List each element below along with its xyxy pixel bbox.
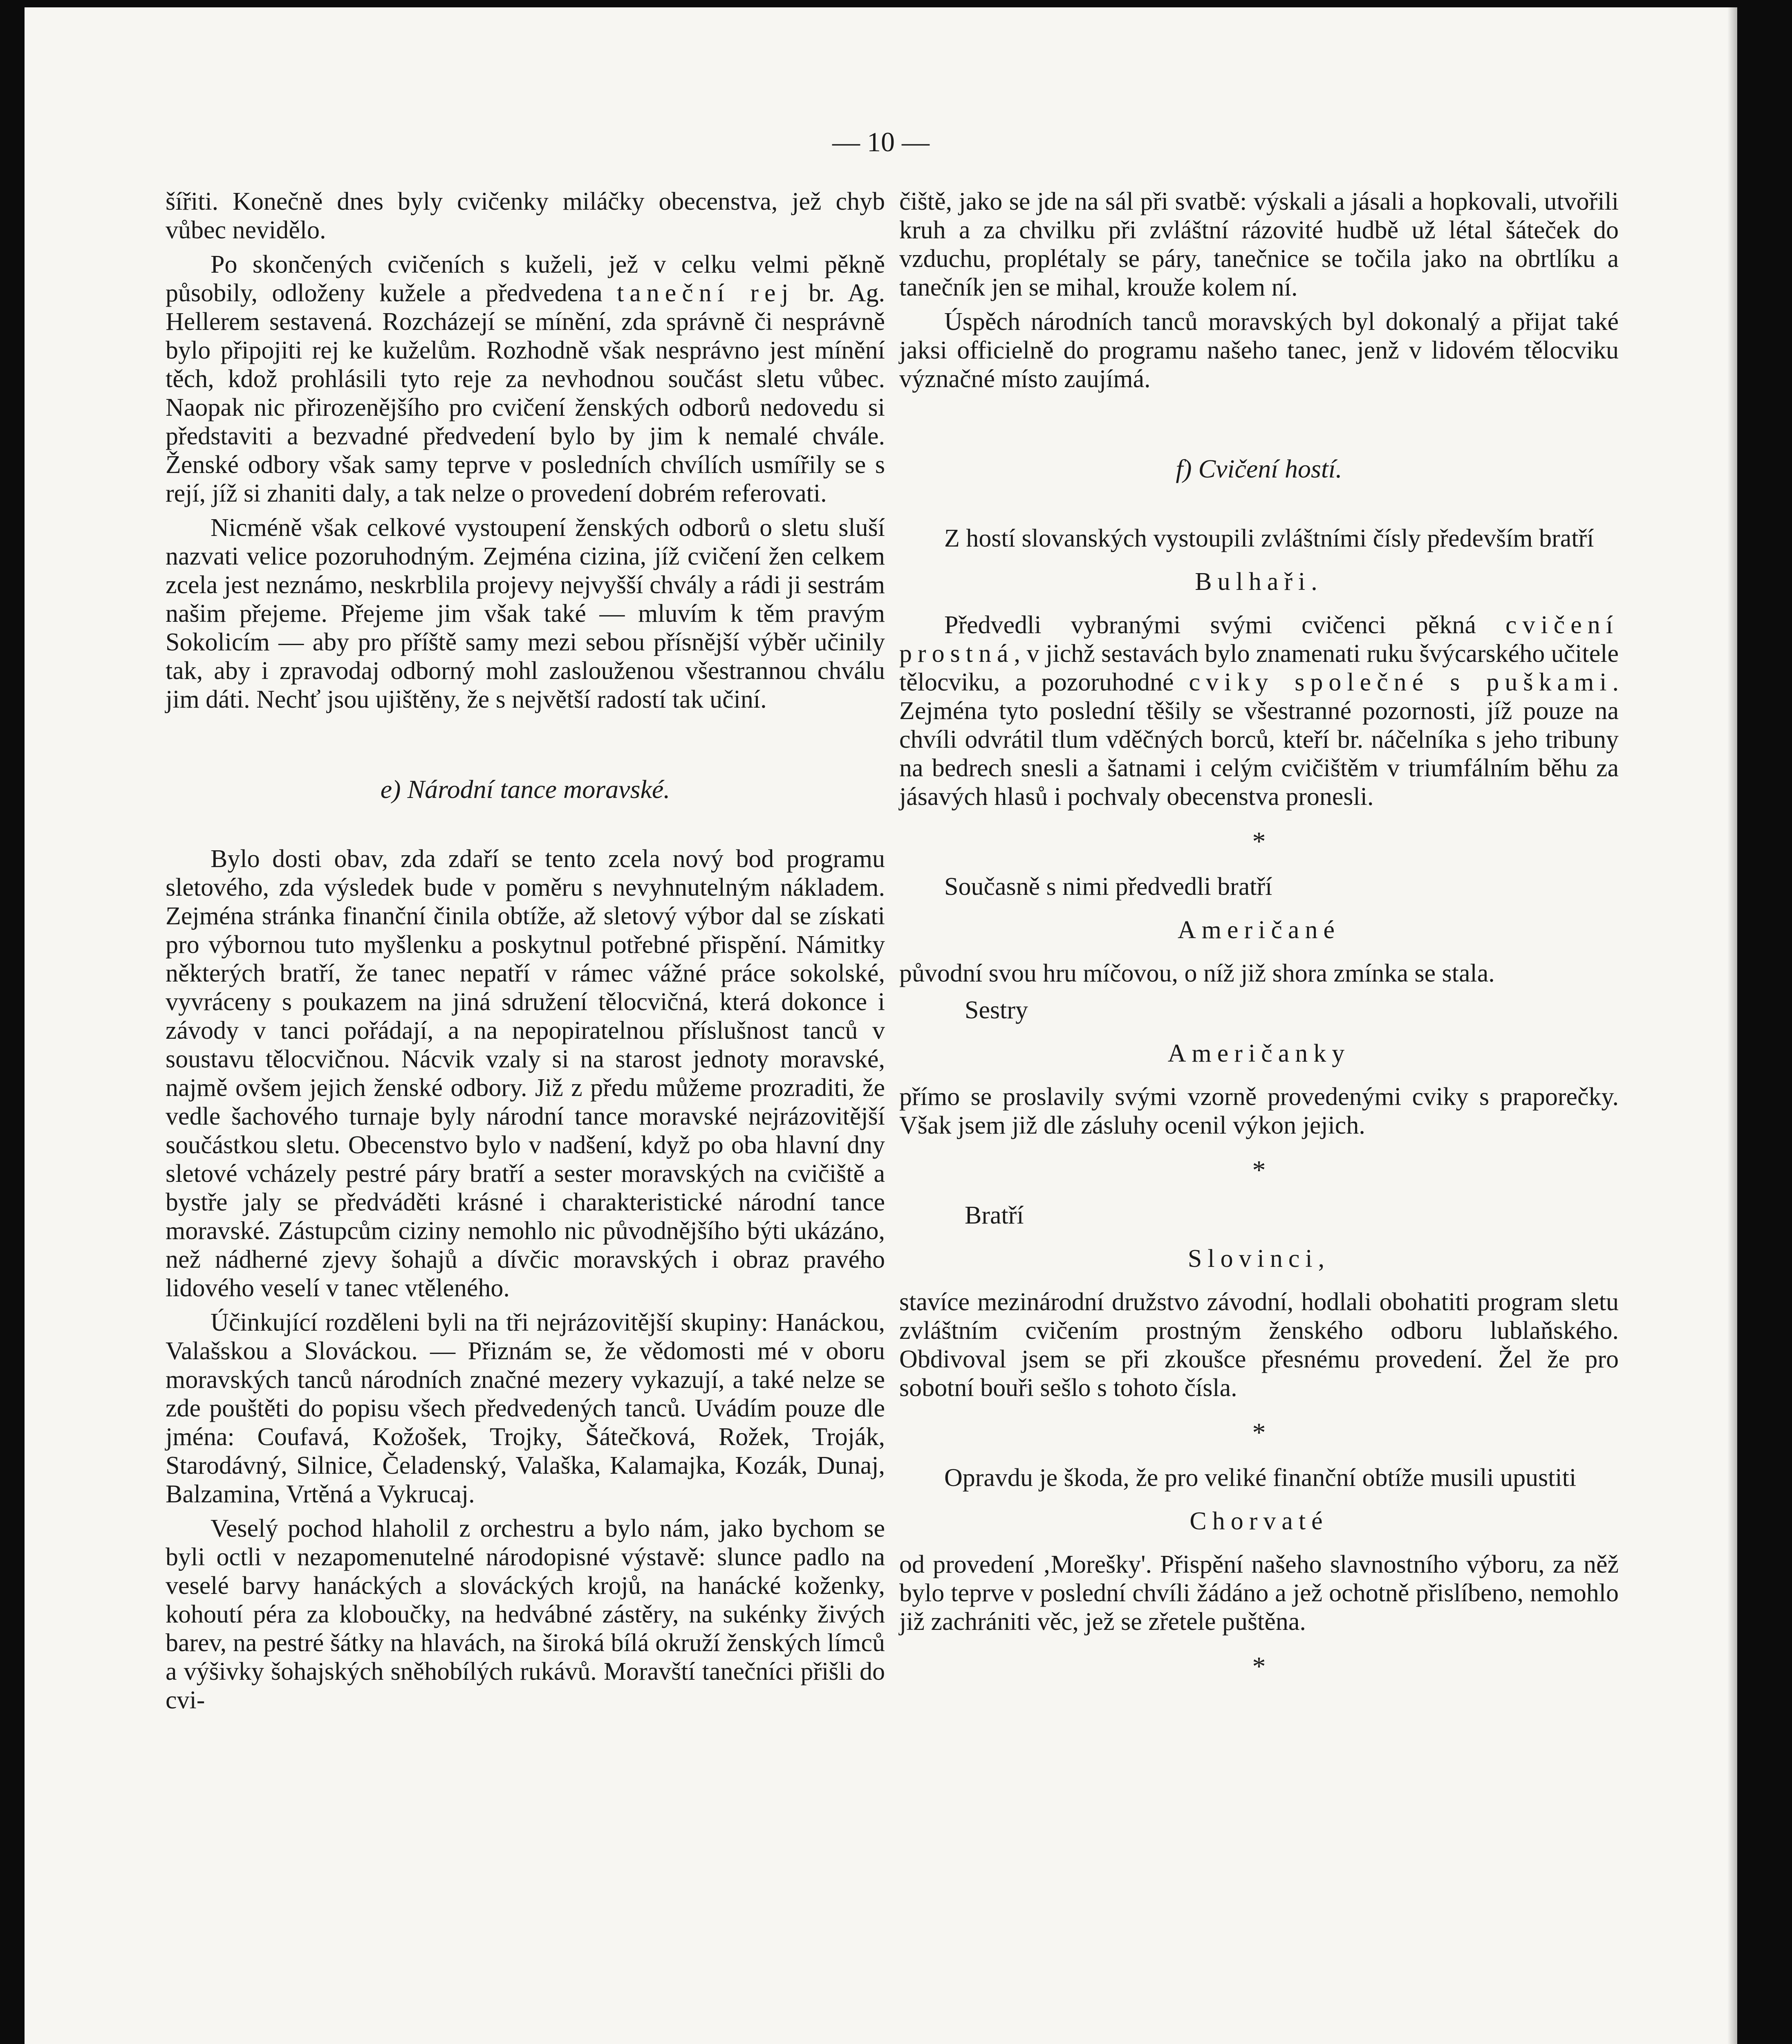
spaced-term: cvičení prostná [899, 611, 1619, 668]
left-column [166, 187, 885, 1715]
spaced-term: cviky společné s puškami [1189, 668, 1613, 696]
paragraph: přímo se proslavily svými vzorně provedenými cviky s praporečky. Však jsem již dle zásluhy ocenil výkon jejich. [899, 1083, 1619, 1139]
paragraph: od provedení ‚Morešky'. Přispění našeho slavnostního výboru, za něž bylo teprve v poslední chvíli žádáno a jež ochotně přislíbeno, nemohlo již zachrániti věc, jež se zřetele puštěna. [899, 1551, 1619, 1636]
paragraph: Současně s nimi předvedli bratří [944, 873, 1272, 901]
section-heading-f: f) Cvičení hostí. [1176, 454, 1342, 483]
paragraph: Veselý pochod hlaholil z orchestru a bylo nám, jako bychom se byli octli v nezapomenutelné národopisné výstavě: slunce padlo na veselé barvy hanáckých a slováckých krojů, na hanácké koženky, kohoutí péra za kloboučky, na hedvábné zástěry, na sukénky živých barev, na pestré šátky na hlavách, na široká bílá okruží ženských límců a výšivky šohajských sněhobílých rukávů. Moravští tanečníci přišli do cvi- [166, 1515, 885, 1714]
paragraph: Bylo dosti obav, zda zdaří se tento zcela nový bod programu sletového, zda výsledek bude v poměru s nevyhnutelným nákladem. Zejména stránka finanční činila obtíže, až sletový výbor dal se získati pro výbornou tuto myšlenku a poskytnul potřebné přispění. Námitky některých bratří, že tanec nepatří v rámec vážné práce sokolské, vyvráceny s poukazem na jiná sdružení tělocvičná, která dokonce i závody v tanci pořádají, a na nepopiratelnou příslušnost tanců v soustavu tělocvičnou. Nácvik vzaly si na starost jednoty moravské, najmě ovšem jejich ženské odbory. Již z předu můžeme prozraditi, že vedle šachového turnaje byly národní tance moravské nejrázovitější součástkou sletu. Obecenstvo bylo v nadšení, když po oba hlavní dny sletové vcházely pestré páry bratří a sester moravských na cvičiště a bystře jaly se předváděti krásné i charakteristické národní tance moravské. Zástupcům ciziny nemohlo nic původnějšího býti ukázáno, než nádherné zjevy šohajů a dívčic moravských i obraz pravého lidového veselí v tanec vtěleného. [166, 845, 885, 1302]
separator-asterisk: * [1252, 827, 1266, 856]
section-heading-e: e) Národní tance moravské. [380, 775, 670, 804]
paragraph: Úspěch národních tanců moravských byl dokonalý a přijat také jaksi officielně do programu našeho tanec, jenž v lidovém tělocviku význačné místo zaujímá. [899, 308, 1619, 393]
paragraph [166, 250, 885, 508]
label-bratri: Bratří [965, 1201, 1024, 1229]
paragraph: Nicméně však celkové vystoupení ženských odborů o sletu sluší nazvati velice pozoruhodným. Zejména cizina, jíž cvičení žen celkem zcela jest neznámo, neskrblila projevy nejvyšší chvály a rádi ji sestrám našim přejeme. Přejeme jim však také — mluvím k těm pravým Sokolicím — aby pro příště samy mezi sebou přísnější výběr učinily tak, aby i zpravodaj odborný mohl zaslouženou všestrannou chválu jim dáti. Nechť jsou ujištěny, že s největší radostí tak učiní. [166, 514, 885, 713]
paragraph-text: . Zejména tyto poslední těšily se všestranné pozornosti, jíž pouze na chvíli odvrátil tlum vděčných borců, kteří br. náčelníka s jeho tribuny na bedrech snesli a šatnami i celým cvičištěm v triumfálním běhu za jásavých hlasů i pochvaly obecenstva pronesli. [899, 668, 1619, 811]
separator-asterisk: * [1252, 1652, 1266, 1681]
guest-heading-americanky: Američanky [1167, 1040, 1351, 1067]
right-column [899, 187, 1619, 1697]
paragraph [899, 611, 1619, 811]
label-sestry: Sestry [965, 996, 1028, 1024]
separator-asterisk: * [1252, 1418, 1266, 1448]
paragraph: Opravdu je škoda, že pro veliké finanční obtíže musili upustiti [944, 1464, 1577, 1492]
guest-heading-slovinci: Slovinci, [1187, 1245, 1331, 1273]
guest-heading-bulhari: Bulhaři. [1195, 568, 1323, 596]
page-edge-shadow [1727, 7, 1737, 2044]
paragraph-text: Po skončených cvičeních s kuželi, jež v celku velmi pěkně působily, odloženy kužele a předvedena [166, 251, 885, 307]
paragraph-text: br. Ag. Hellerem sestavená. Rozcházejí se mínění, zda správně či nesprávně bylo připojiti rej ke kuželům. Rozhodně však nesprávno jest mínění těch, kdož prohlásili tyto reje za nevhodnou součást sletu vůbec. Naopak nic přirozenějšího pro cvičení ženských odborů nedovedu si představiti a bezvadné předvedení bylo by jim k nemalé chvále. Ženské odbory však samy teprve v posledních chvílích usmířily se s rejí, jíž si zhaniti daly, a tak nelze o provedení dobrém referovati. [166, 279, 885, 507]
page-number: — 10 — [832, 126, 930, 157]
paragraph: původní svou hru míčovou, o níž již shora zmínka se stala. [899, 959, 1495, 987]
paragraph-text: Předvedli vybranými svými cvičenci pěkná [944, 611, 1505, 639]
paragraph: Účinkující rozděleni byli na tři nejrázovitější skupiny: Hanáckou, Valašskou a Slováckou. — Přiznám se, že vědomosti mé v oboru moravských tanců národních značné mezery vykazují, a také nelze se zde pouštěti do popisu všech předvedených tanců. Uvádím pouze dle jména: Coufavá, Kožošek, Trojky, Šátečková, Rožek, Troják, Starodávný, Silnice, Čeladenský, Valaška, Kalamajka, Kozák, Dunaj, Balzamina, Vrtěná a Vykrucaj. [166, 1309, 885, 1508]
paragraph: čiště, jako se jde na sál při svatbě: výskali a jásali a hopkovali, utvořili kruh a za chvilku při zvláštní rázovité hudbě už létal šáteček do vzduchu, proplétaly se páry, tanečnice se točila jako na obrtlíku a tanečník jen se mihal, krouže kolem ní. [899, 188, 1619, 301]
guest-heading-chorvate: Chorvaté [1189, 1507, 1328, 1535]
separator-asterisk: * [1252, 1155, 1266, 1185]
guest-heading-americane: Američané [1178, 916, 1340, 944]
scanned-page [25, 7, 1737, 2044]
paragraph: šířiti. Konečně dnes byly cvičenky miláčky obecenstva, jež chyb vůbec nevidělo. [166, 188, 885, 244]
spaced-term: taneční rej [617, 279, 794, 307]
paragraph: Z hostí slovanských vystoupili zvláštními čísly především bratří [944, 524, 1594, 552]
paragraph: stavíce mezinárodní družstvo závodní, hodlali obohatiti program sletu zvláštním cvičením prostným ženského odboru lublaňského. Obdivoval jsem se při zkoušce přesnému provedení. Žel že pro sobotní bouři sešlo s tohoto čísla. [899, 1288, 1619, 1402]
paragraph-text: , v jichž sestavách bylo znamenati ruku švýcarského učitele tělocviku, a pozoruhodné [899, 640, 1619, 696]
